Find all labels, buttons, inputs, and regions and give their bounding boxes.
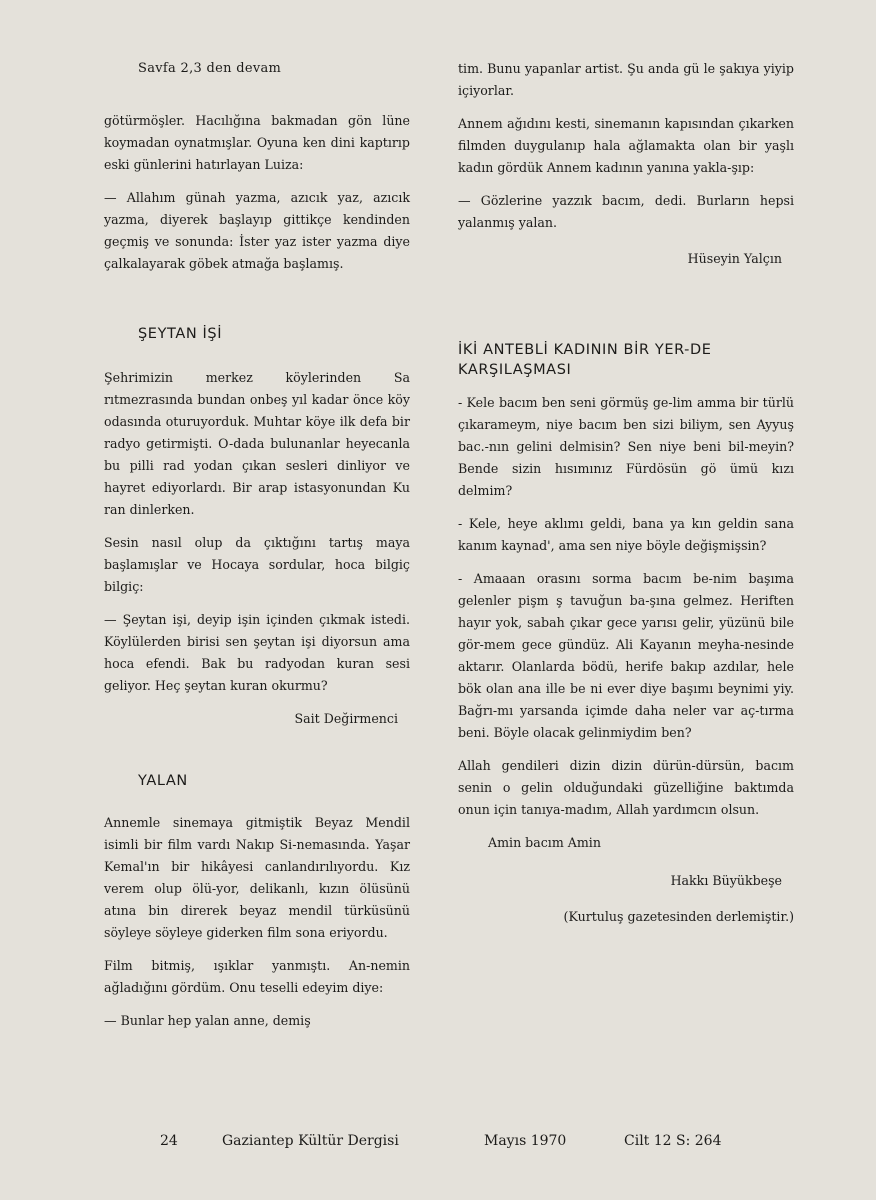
section-title-iki-antebli: İKİ ANTEBLİ KADININ BİR YER-DE KARŞILAŞMASI [458,342,712,378]
intro-paragraph: götürmöşler. Hacılığına bakmadan gön lüne koymadan oynatmışlar. Oyuna ken dini kaptırıp eski günlerini hatırlayan Luiza: [104,113,410,172]
volume-number: Cilt 12 S: 264 [624,1133,722,1149]
section-title-seytan: ŞEYTAN İŞİ [138,326,223,342]
yalan-continued-paragraph: tim. Bunu yapanlar artist. Şu anda gü le şakıya yiyip içiyorlar. [458,61,794,98]
section-title-yalan: YALAN [138,773,188,789]
author-signature: Sait Değirmenci [294,711,398,726]
yalan-paragraph: Annemle sinemaya gitmiştik Beyaz Mendil isimli bir film vardı Nakıp Si-nemasında. Yaşar Kemal'ın bir hikâyesi canlandırılıyordu. Kız verem olup ölü-yor, delikanlı, kızın ölüsünü atına bin direrek beyaz mendil türküsünü söyleye söyleye giderken film sona eriyordu. [104,815,410,940]
left-column [104,58,410,1043]
author-signature: Hüseyin Yalçın [687,251,782,266]
yalan-paragraph: — Bunlar hep yalan anne, demiş [104,1013,311,1028]
journal-title: Gaziantep Kültür Dergisi [222,1133,399,1149]
seytan-paragraph: — Şeytan işi, deyip işin içinden çıkmak istedi. Köylülerden birisi sen şeytan işi diyorsun ama hoca efendi. Bak bu radyodan kuran sesi geliyor. Heç şeytan kuran okurmu? [104,612,410,693]
yalan-continued-paragraph: — Gözlerine yazzık bacım, dedi. Burların hepsi yalanmış yalan. [458,193,794,230]
intro-paragraph: — Allahım günah yazma, azıcık yaz, azıcık yazma, diyerek başlayıp gittikçe kendinden geçmiş ve sonunda: İster yaz ister yazma diye çalkalayarak göbek atmağa başlamış. [104,190,410,271]
continuation-header: Savfa 2,3 den devam [138,61,282,76]
dialogue-paragraph: - Kele, heye aklımı geldi, bana ya kın geldin sana kanım kaynad', ama sen niye böyle değişmişsin? [458,516,794,553]
dialogue-paragraph: Allah gendileri dizin dizin dürün-dürsün, bacım senin o gelin olduğundaki güzelliğine baktımda onun için tanıya-madım, Allah yardımcın olsun. [458,758,794,817]
source-note: (Kurtuluş gazetesinden derlemiştir.) [563,909,794,924]
dialogue-paragraph: - Amaaan orasını sorma bacım be-nim başıma gelenler pişm ş tavuğun ba-şına gelmez. Heriften hayır yok, sabah çıkar gece yarısı gelir, yüzünü bile gör-mem gece gündüz. Ali Kayanın meyha-nesinde aktarır. Olanlarda bödü, herife bakıp azdılar, hele bök olan ana ille be ni ever diye başımı beynimi yiy. Bağrı-mı yarsanda içimde daha neler var aç-tırma beni. Böyle olacak gelinmiydim ben? [458,571,794,740]
author-signature: Hakkı Büyükbeşe [670,873,782,888]
right-column [458,58,794,928]
closing-line: Amin bacım Amin [488,835,601,850]
yalan-paragraph: Film bitmiş, ışıklar yanmıştı. An-nemin ağladığını gördüm. Onu teselli edeyim diye: [104,958,410,995]
seytan-paragraph: Sesin nasıl olup da çıktığını tartış maya başlamışlar ve Hocaya sordular, hoca bilgiç bilgiç: [104,535,410,594]
dialogue-paragraph: - Kele bacım ben seni görmüş ge-lim amma bir türlü çıkarameym, niye bacım ben sizi biliym, sen Ayyuş bac.-nın gelini delmisin? Sen niye beni bil-meyin? Bende sizin hısımınız Fürdösün gö ümü kızı delmim? [458,395,794,498]
page-number: 24 [160,1133,178,1149]
seytan-paragraph: Şehrimizin merkez köylerinden Sa rıtmezrasında bundan onbeş yıl kadar önce köy odasında oturuyorduk. Muhtar köye ilk defa bir radyo getirmişti. O-dada bulunanlar heyecanla bu pilli rad yodan çıkan sesleri dinliyor ve hayret ediyorlardı. Bir arap istasyonundan Ku ran dinlerken. [104,370,410,517]
yalan-continued-paragraph: Annem ağıdını kesti, sinemanın kapısından çıkarken filmden duygulanıp hala ağlamakta olan bir yaşlı kadın gördük Annem kadının yanına yakla-şıp: [458,116,794,175]
issue-date: Mayıs 1970 [484,1133,567,1149]
